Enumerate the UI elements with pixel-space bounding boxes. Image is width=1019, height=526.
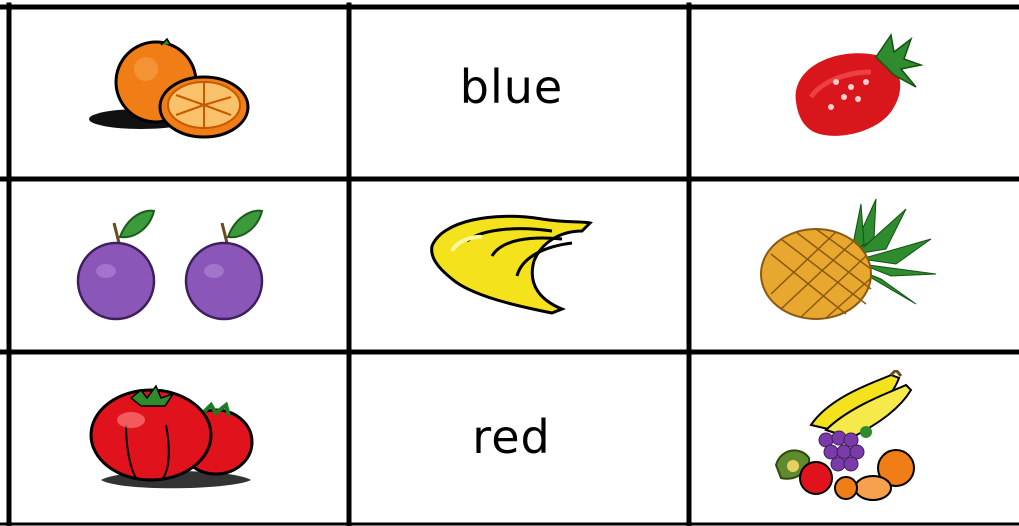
cell-orange <box>0 0 341 174</box>
cell-word-red <box>341 348 682 526</box>
word-label: red <box>472 410 551 464</box>
cell-strawberry <box>682 0 1019 174</box>
cell-word-blue <box>341 0 682 174</box>
tomatoes-icon <box>81 380 261 495</box>
cell-bananas <box>341 174 682 348</box>
cell-pineapple <box>682 174 1019 348</box>
orange-icon <box>86 27 256 147</box>
bananas-icon <box>422 201 602 321</box>
cell-plums <box>0 174 341 348</box>
plums-icon <box>66 201 276 321</box>
strawberry-icon <box>776 27 926 147</box>
cell-tomatoes <box>0 348 341 526</box>
cell-fruit-basket <box>682 348 1019 526</box>
word-label: blue <box>459 60 564 114</box>
fruit-basket-icon <box>771 370 931 505</box>
pineapple-icon <box>756 194 946 329</box>
